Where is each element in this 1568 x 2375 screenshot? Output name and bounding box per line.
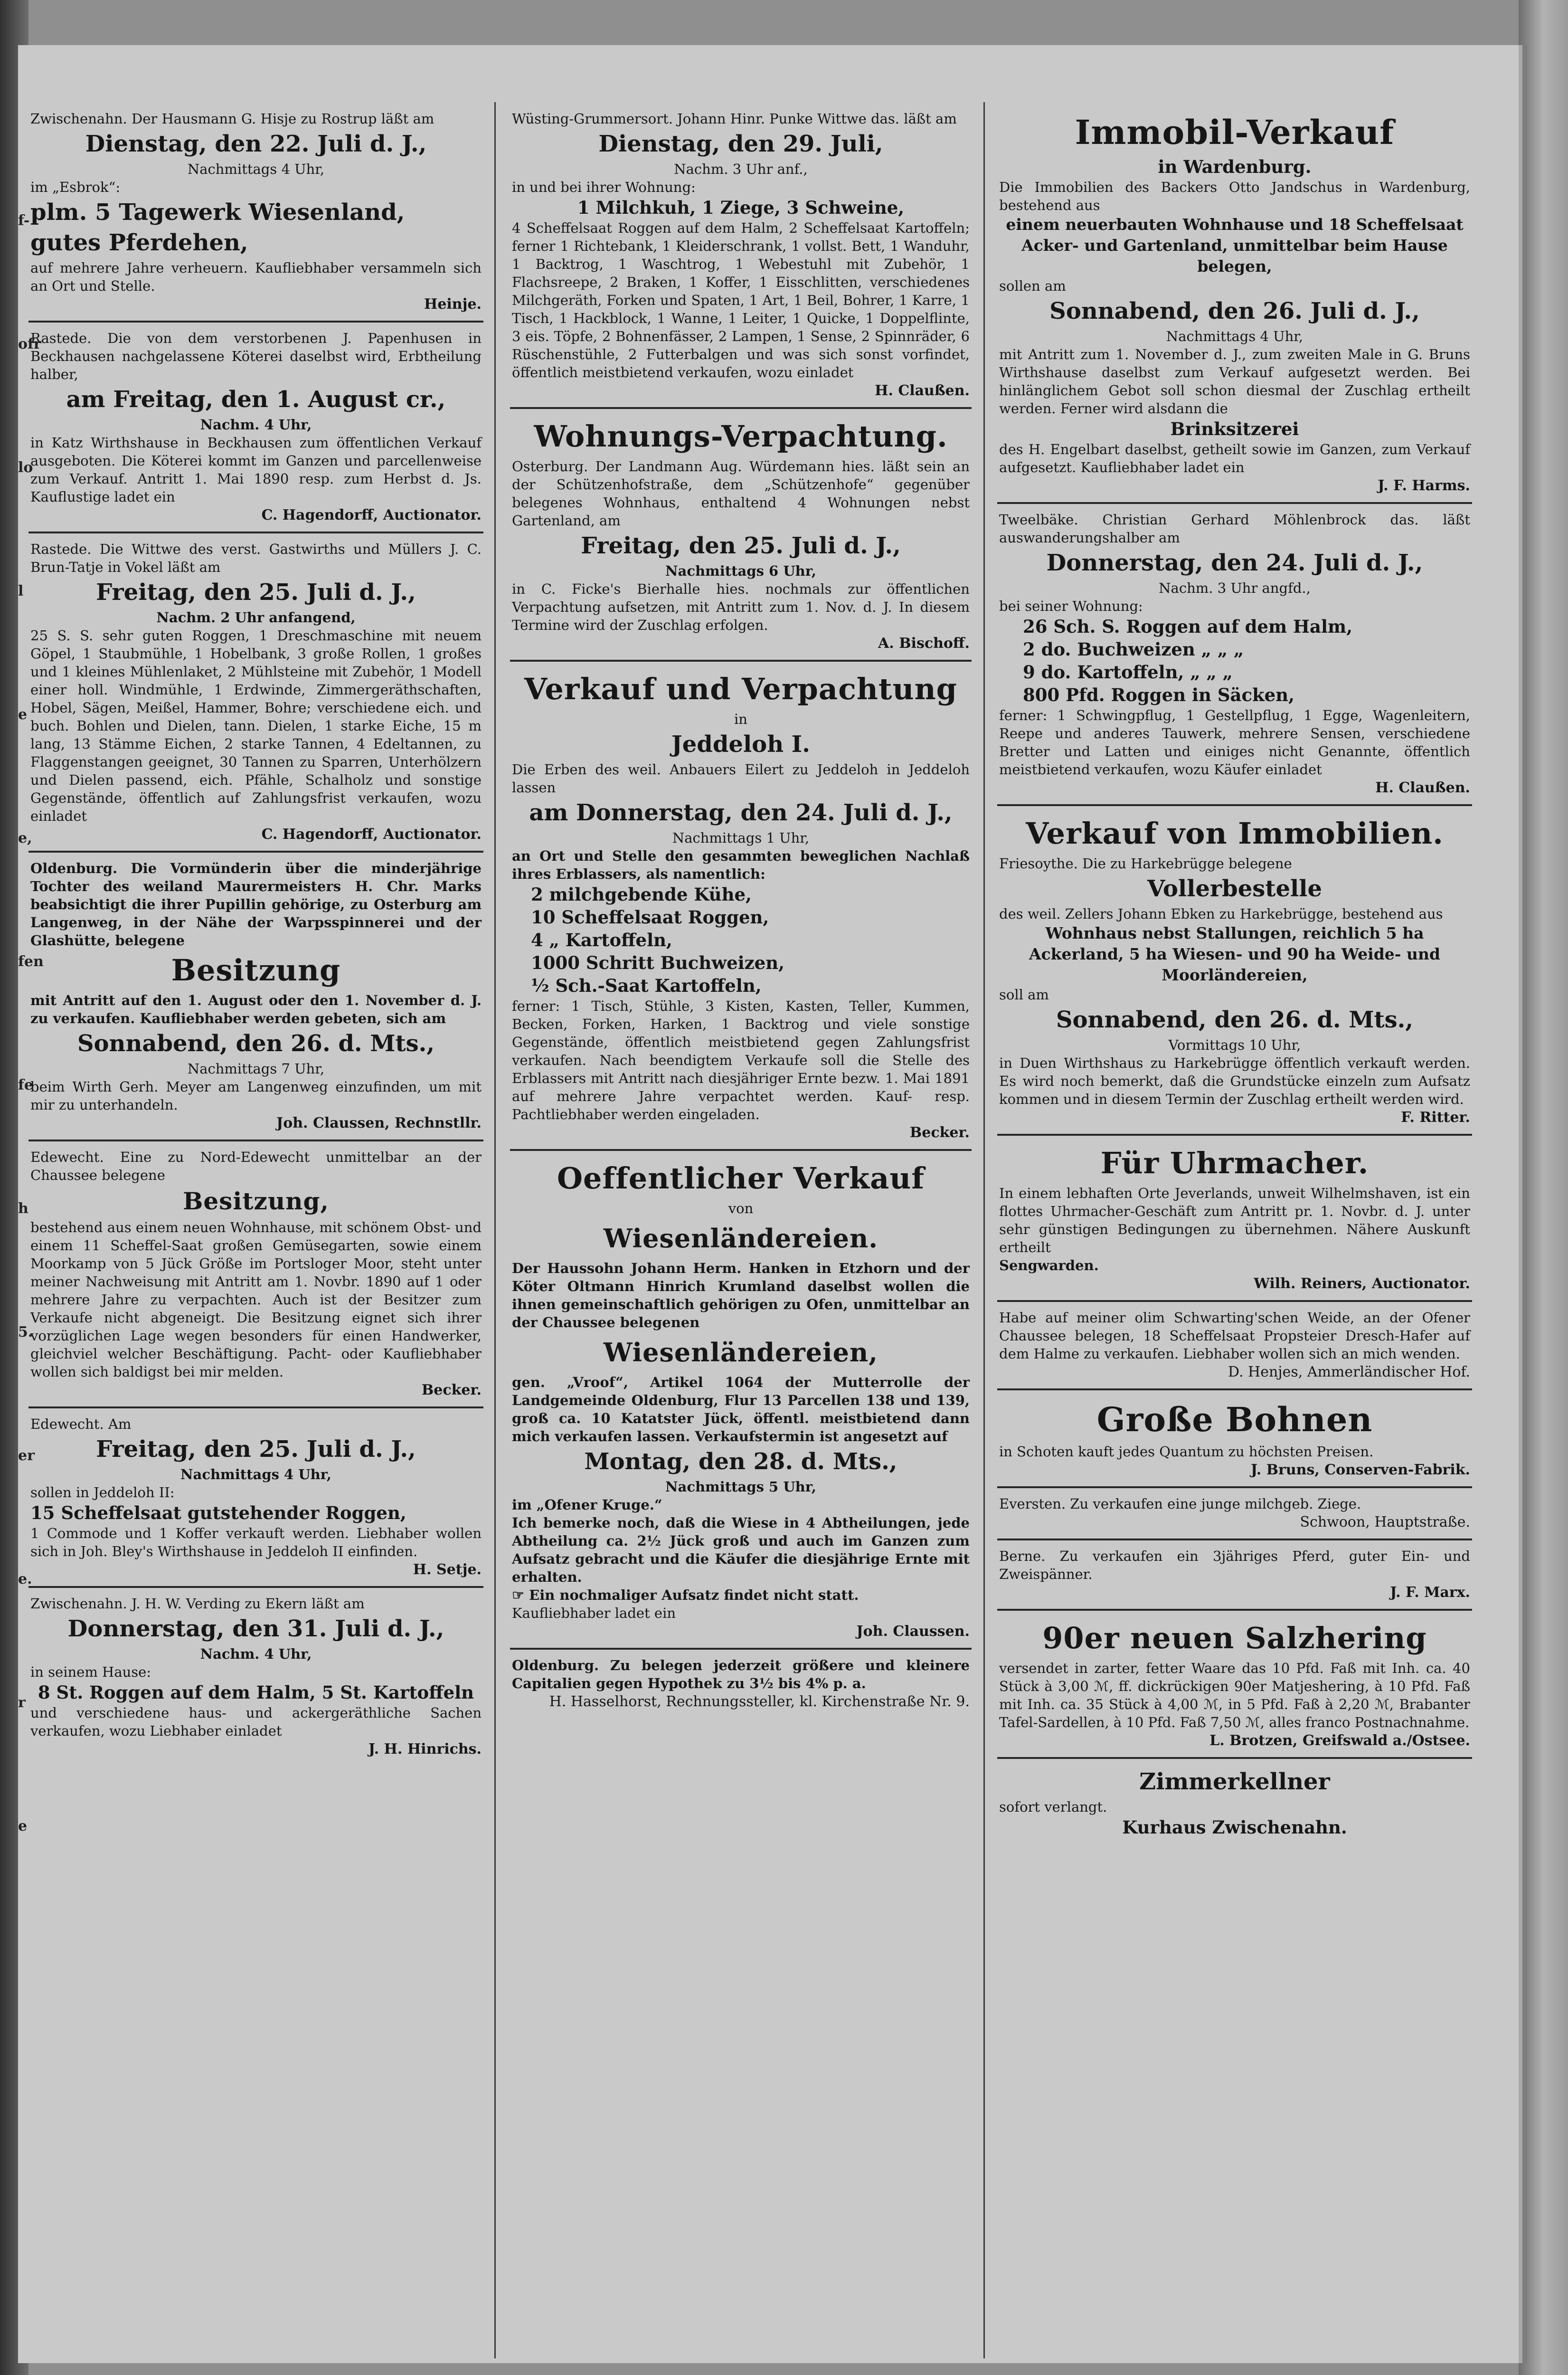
ad-time: Nachm. 3 Uhr angfd., — [1159, 580, 1311, 596]
ad-heading: Brinksitzerei — [1170, 418, 1299, 439]
ad-text: soll am — [999, 987, 1049, 1003]
ad-verding-roggen — [28, 1592, 483, 1766]
ad-grosse-bohnen — [997, 1394, 1472, 1488]
ad-date: Freitag, den 25. Juli d. J., — [581, 532, 901, 559]
ad-heading: Wiesenländereien. — [603, 1223, 878, 1254]
ad-item: 2 do. Buchweizen „ „ „ — [1023, 639, 1244, 660]
ad-text: Oldenburg. Zu belegen jederzeit größere und kleinere Capitalien gegen Hypothek zu 3½ bis 4% p. a. — [512, 1657, 970, 1691]
ad-date: Donnerstag, den 24. Juli d. J., — [1046, 550, 1423, 576]
ad-text: und verschiedene haus- und ackergeräthliche Sachen verkaufen, wozu Liebhaber einladet — [30, 1705, 482, 1739]
ad-place: im „Esbrok“: — [30, 179, 121, 195]
ad-date: am Freitag, den 1. August cr., — [66, 386, 446, 413]
ad-text: mit Antritt zum 1. November d. J., zum zweiten Male in G. Bruns Wirthshause daselbst zum Verkauf aufgesetzt werden. Bei hinlänglichem Gebot soll schon diesmal der Zuschlag ertheilt werden. Ferner wird alsdann die — [999, 346, 1470, 417]
ad-verkauf-immobilien — [997, 810, 1472, 1136]
ad-heading: Besitzung — [171, 953, 341, 988]
ad-text: Zwischenahn. J. H. W. Verding zu Ekern läßt am — [30, 1596, 365, 1612]
ad-verkauf-verpachtung-jeddeloh — [510, 665, 972, 1151]
column-rule-1 — [494, 102, 496, 2358]
ad-signature: Becker. — [909, 1124, 970, 1141]
ad-wohnungs-verpachtung — [510, 413, 972, 662]
ad-heading: 90er neuen Salzhering — [1042, 1621, 1427, 1655]
ad-date: Sonnabend, den 26. Juli d. J., — [1049, 298, 1420, 324]
ad-place: Sengwarden. — [999, 1257, 1099, 1273]
ad-signature: Kurhaus Zwischenahn. — [1122, 1817, 1347, 1838]
ad-item: 8 St. Roggen auf dem Halm, 5 St. Kartoffeln — [38, 1682, 474, 1703]
ad-heading: Für Uhrmacher. — [1100, 1146, 1369, 1180]
ad-date: Freitag, den 25. Juli d. J., — [96, 579, 416, 606]
ad-item: 4 „ Kartoffeln, — [531, 930, 672, 950]
ad-time: Nachm. 3 Uhr anf., — [674, 161, 808, 177]
ad-signature: C. Hagendorff, Auctionator. — [261, 507, 482, 523]
ad-signature: Wilh. Reiners, Auctionator. — [1254, 1275, 1470, 1292]
ad-signature: J. H. Hinrichs. — [368, 1741, 482, 1758]
ad-time: Nachmittags 1 Uhr, — [672, 830, 810, 846]
ad-text: Rastede. Die von dem verstorbenen J. Papenhusen in Beckhausen nachgelassene Köterei daselbst wird, Erbtheilung halber, — [30, 330, 482, 382]
ad-text: 4 Scheffelsaat Roggen auf dem Halm, 2 Scheffelsaat Kartoffeln; ferner 1 Richtebank, 1 Kleiderschrank, 1 vollst. Bett, 1 Wanduhr, 1 Backtrog, 1 Waschtrog, 1 Webestuhl mit Zubehör, 1 Flachsreepe, 2 Braken, 1 Koffer, 1 Eisschlitten, verschiedenes Milchgeräth, Forken und Spaten, 1 Art, 1 Beil, Bohrer, 1 Karre, 1 Tisch, 1 Hackblock, 1 Wanne, 1 Leiter, 1 Quicke, 1 Doppelflinte, 3 eis. Töpfe, 2 Bohnenfässer, 2 Lampen, 1 Sense, 2 Spinnräder, 6 Rüschenstühle, 2 Futterbalgen und was sich sonst vorfindet, öffentlich meistbietend verkaufen, wozu einladet — [512, 220, 970, 380]
ad-signature: Joh. Claussen. — [856, 1623, 970, 1640]
ad-text: 25 S. S. sehr guten Roggen, 1 Dreschmaschine mit neuem Göpel, 1 Staubmühle, 1 Hobelbank, 3 große Rollen, 1 großes und 1 kleines Mühlenlaket, 2 Mühlsteine mit Zubehör, 1 Modell einer holl. Windmühle, 1 Erdwinde, Zimmergeräthschaften, Hobel, Sägen, Meißel, Hammer, Bohre; verschiedene eich. und buch. Bohlen und Dielen, tann. Dielen, 1 starke Eiche, 15 m lang, 13 Stämme Eichen, 2 starke Tannen, 4 Edeltannen, zu Flaggenstangen geeignet, 30 Tannen zu Sparren, Unterhölzern und Dielen passend, eich. Pfähle, Schalholz und sonstige Gegenstände, öffentlich auf Zahlungsfrist verkaufen, wozu einladet — [30, 627, 482, 824]
ad-text: Tweelbäke. Christian Gerhard Möhlenbrock das. läßt auswanderungshalber am — [999, 512, 1470, 546]
ad-time: Vormittags 10 Uhr, — [1168, 1037, 1301, 1053]
ad-date: Sonnabend, den 26. d. Mts., — [77, 1030, 435, 1057]
ad-text: gen. „Vroof“, Artikel 1064 der Mutterrolle der Landgemeinde Oldenburg, Flur 13 Parcellen 138 und 139, groß ca. 10 Katatster Jück, öffentl. meistbietend dann mich verkaufen lassen. Verkaufstermin ist angesetzt auf — [512, 1374, 970, 1444]
ad-text: Rastede. Die Wittwe des verst. Gastwirths und Müllers J. C. Brun-Tatje in Vokel läßt am — [30, 541, 482, 575]
ad-text: des weil. Zellers Johann Ebken zu Harkebrügge, bestehend aus — [999, 906, 1443, 922]
ad-text: ferner: 1 Tisch, Stühle, 3 Kisten, Kasten, Teller, Kummen, Becken, Forken, Harken, 1 Backtrog und viele sonstige Gegenstände, öffentlich meistbietend gegen Zahlungsfrist verkaufen. Nach beendigtem Verkaufe soll die Stelle des Erblassers mit Antritt nach diesjähriger Ernte bezw. 1. Mai 1891 auf mehrere Jahre verpachtet werden. Kauf- resp. Pachtliebhaber werden eingeladen. — [512, 998, 970, 1122]
column-3 — [997, 107, 1472, 2358]
ad-text: Wohnhaus nebst Stallungen, reichlich 5 ha Ackerland, 5 ha Wiesen- und 90 ha Weide- und Moorländereien, — [1029, 924, 1441, 984]
ad-item: 10 Scheffelsaat Roggen, — [531, 907, 769, 928]
ad-text: Berne. Zu verkaufen ein 3jähriges Pferd, guter Ein- und Zweispänner. — [999, 1548, 1470, 1582]
ad-text: In einem lebhaften Orte Jeverlands, unweit Wilhelmshaven, ist ein flottes Uhrmacher-Geschäft zum Antritt pr. 1. Novbr. d. J. unter sehr günstigen Bedingungen zu übernehmen. Nähere Auskunft ertheilt — [999, 1185, 1470, 1255]
ad-signature: J. F. Marx. — [1390, 1584, 1470, 1601]
ad-text: versendet in zarter, fetter Waare das 10 Pfd. Faß mit Inh. ca. 40 Stück à 3,00 ℳ, ff. dickrückigen 90er Matjeshering, à 10 Pfd. Faß mit Inh. ca. 35 Stück à 4,00 ℳ, in 5 Pfd. Faß à 2,20 ℳ, Brabanter Tafel-Sardellen, à 10 Pfd. Faß 7,50 ℳ, alles franco Postnachnahme. — [999, 1660, 1470, 1730]
ad-text: in seinem Hause: — [30, 1664, 151, 1680]
ad-signature: D. Henjes, Ammerländischer Hof. — [1228, 1364, 1470, 1380]
ad-brun-tatje-auction — [28, 537, 483, 853]
ad-text: Ich bemerke noch, daß die Wiese in 4 Abtheilungen, jede Abtheilung ca. 2½ Jück groß und auch im Ganzen zum Aufsatz gebracht und die Käufer die diesjährige Ernte mit erhalten. — [512, 1515, 970, 1585]
ad-signature: Becker. — [421, 1382, 482, 1398]
ad-text: in Schoten kauft jedes Quantum zu höchsten Preisen. — [999, 1444, 1374, 1460]
ad-papenhusen-koeterei — [28, 326, 483, 533]
ad-text: bestehend aus einem neuen Wohnhause, mit schönem Obst- und einem 11 Scheffel-Saat großen Gemüsegarten, sowie einem Moorkamp von 5 Jück Größe im Portsloger Moor, steht unter meiner Nachweisung mit Antritt am 1. Novbr. 1890 auf 1 oder mehrere Jahre zu verpachten. Auch ist der Besitzer zum Verkaufe nicht abgeneigt. Die Besitzung eignet sich ihrer vorzüglichen Lage wegen besonders für einen Handwerker, gleichviel welcher Beschäftigung. Pacht- oder Kaufliebhaber wollen sich baldigst bei mir melden. — [30, 1219, 482, 1380]
ad-time: Nachmittags 6 Uhr, — [665, 563, 816, 579]
ad-signature: Heinje. — [424, 296, 482, 313]
ad-berne-pferd — [997, 1544, 1472, 1611]
column-rule-2 — [983, 102, 985, 2358]
ad-text: Edewecht. Eine zu Nord-Edewecht unmittelbar an der Chaussee belegene — [30, 1149, 482, 1183]
ad-item: 800 Pfd. Roggen in Säcken, — [1023, 684, 1295, 705]
ad-text: in Katz Wirthshause in Beckhausen zum öffentlichen Verkauf ausgeboten. Die Köterei kommt im Ganzen und parcellenweise zum Verkauf. Antritt 1. Mai 1890 resp. zum Herbst d. Js. Kauflustige ladet ein — [30, 435, 482, 505]
ad-time: Nachmittags 4 Uhr, — [187, 161, 325, 177]
ad-date: Freitag, den 25. Juli d. J., — [96, 1436, 416, 1463]
ad-date: Dienstag, den 29. Juli, — [598, 131, 883, 157]
ad-intro: Zwischenahn. Der Hausmann G. Hisje zu Rostrup läßt am — [30, 111, 435, 127]
ad-text: Friesoythe. Die zu Harkebrügge belegene — [999, 855, 1292, 872]
ad-text: in und bei ihrer Wohnung: — [512, 179, 696, 195]
ad-time: Nachmittags 4 Uhr, — [180, 1466, 331, 1482]
ad-item: 26 Sch. S. Roggen auf dem Halm, — [1023, 616, 1353, 637]
ad-item: 1000 Schritt Buchweizen, — [531, 952, 785, 973]
ad-item: ½ Sch.-Saat Kartoffeln, — [531, 975, 762, 996]
column-2 — [510, 107, 972, 2358]
ad-place: in Wardenburg. — [1158, 156, 1312, 177]
ad-date: am Donnerstag, den 24. Juli d. J., — [529, 799, 953, 826]
ad-time: Nachmittags 7 Uhr, — [187, 1061, 325, 1077]
ad-item: plm. 5 Tagewerk Wiesenland, gutes Pferdehen, — [30, 199, 405, 256]
ad-edewecht-besitzung — [28, 1145, 483, 1408]
ad-heading: Zimmerkellner — [1139, 1768, 1330, 1795]
ad-heading: Große Bohnen — [1096, 1400, 1373, 1439]
ad-heading: Immobil-Verkauf — [1075, 113, 1395, 152]
left-margin-fragments: f- ofr lo l e e, fen fe h 5. er e. r e — [18, 212, 44, 1834]
ad-place: Jeddeloh I. — [671, 731, 810, 758]
ad-text: einem neuerbauten Wohnhause und 18 Scheffelsaat Acker- und Gartenland, unmittelbar beim Hause belegen, — [1006, 215, 1464, 276]
ad-item: 1 Milchkuh, 1 Ziege, 3 Schweine, — [577, 197, 905, 218]
ad-hasselhorst-capitalien — [510, 1653, 972, 1718]
ad-salzhering — [997, 1615, 1472, 1759]
ad-signature: C. Hagendorff, Auctionator. — [261, 826, 482, 843]
ad-text: an Ort und Stelle den gesammten beweglichen Nachlaß ihres Erblassers, als namentlich: — [512, 848, 970, 882]
ad-text: Habe auf meiner olim Schwarting'schen Weide, an der Ofener Chaussee belegen, 18 Scheffelsaat Propsteier Dresch-Hafer auf dem Halme zu verkaufen. Liebhaber wollen sich an mich wenden. — [999, 1310, 1470, 1362]
column-1 — [28, 107, 483, 2358]
ad-signature: H. Hasselhorst, Rechnungssteller, kl. Kirchenstraße Nr. 9. — [549, 1693, 970, 1710]
ad-eversten-ziege — [997, 1492, 1472, 1540]
ad-time: Nachmittags 4 Uhr, — [1166, 328, 1304, 344]
ad-note: ☞ Ein nochmaliger Aufsatz findet nicht statt. — [512, 1587, 859, 1603]
ad-date: Sonnabend, den 26. d. Mts., — [1056, 1007, 1414, 1033]
ad-date: Dienstag, den 22. Juli d. J., — [85, 131, 427, 157]
ad-heading: Verkauf und Verpachtung — [524, 672, 958, 706]
ad-heading: Wohnungs-Verpachtung. — [534, 419, 948, 454]
ad-heading: Oeffentlicher Verkauf — [557, 1161, 925, 1196]
ad-text: Die Erben des weil. Anbauers Eilert zu Jeddeloh in Jeddeloh lassen — [512, 761, 970, 796]
ad-signature: H. Claußen. — [1375, 779, 1470, 796]
ad-text: sollen am — [999, 278, 1066, 294]
ad-signature: H. Setje. — [413, 1561, 482, 1578]
ad-date: Donnerstag, den 31. Juli d. J., — [67, 1615, 444, 1642]
ad-signature: H. Claußen. — [875, 382, 970, 399]
ad-moehlenbrock-auction — [997, 508, 1472, 806]
ad-text: beim Wirth Gerh. Meyer am Langenweg einzufinden, um mit mir zu unterhandeln. — [30, 1079, 482, 1113]
ad-time: Nachm. 2 Uhr anfangend, — [156, 609, 356, 626]
ad-text: sofort verlangt. — [999, 1799, 1107, 1815]
ad-intro: Edewecht. Am — [30, 1416, 132, 1432]
ad-fuer-uhrmacher — [997, 1140, 1472, 1302]
ad-immobil-verkauf — [997, 107, 1472, 504]
ad-text: des H. Engelbart daselbst, getheilt sowie im Ganzen, zum Verkauf aufgesetzt. Kaufliebhaber ladet ein — [999, 441, 1470, 475]
ad-punke-auction — [510, 107, 972, 409]
ad-time: Nachmittags 5 Uhr, — [665, 1479, 816, 1495]
ad-date: Montag, den 28. d. Mts., — [584, 1448, 897, 1475]
ad-hisje-wiesenland — [28, 107, 483, 323]
ad-signature: L. Brotzen, Greifswald a./Ostsee. — [1209, 1732, 1470, 1749]
ad-text: bei seiner Wohnung: — [999, 598, 1143, 614]
ad-heading: Wiesenländereien, — [603, 1337, 878, 1368]
ad-text: Wüsting-Grummersort. Johann Hinr. Punke Wittwe das. läßt am — [512, 111, 957, 127]
ad-signature: J. Bruns, Conserven-Fabrik. — [1250, 1462, 1470, 1478]
ad-signature: J. F. Harms. — [1378, 477, 1470, 494]
ad-item: 15 Scheffelsaat gutstehender Roggen, — [30, 1502, 406, 1523]
ad-text: Die Immobilien des Backers Otto Jandschus in Wardenburg, bestehend aus — [999, 179, 1470, 213]
ad-text: Der Haussohn Johann Herm. Hanken in Etzhorn und der Köter Oltmann Hinrich Krumland daselbst wollen die ihnen gemeinschaftlich gehörigen zu Ofen, unmittelbar an der Chaussee belegenen — [512, 1260, 970, 1330]
ad-connector: in — [734, 711, 747, 727]
ad-heading: Verkauf von Immobilien. — [1026, 816, 1444, 851]
newspaper-page — [18, 45, 1519, 2363]
ad-signature: Joh. Claussen, Rechnstllr. — [276, 1115, 482, 1131]
ad-text: mit Antritt auf den 1. August oder den 1. November d. J. zu verkaufen. Kaufliebhaber werden gebeten, sich am — [30, 992, 482, 1026]
ad-text: auf mehrere Jahre verheuern. Kaufliebhaber versammeln sich an Ort und Stelle. — [30, 260, 482, 294]
ad-marks-besitzung — [28, 856, 483, 1141]
ad-time: Nachm. 4 Uhr, — [200, 1646, 312, 1662]
ad-setje-roggen — [28, 1412, 483, 1588]
ad-text: 1 Commode und 1 Koffer verkauft werden. Liebhaber wollen sich in Joh. Bley's Wirthshause in Jeddeloh II einfinden. — [30, 1525, 482, 1559]
ad-zimmerkellner — [997, 1763, 1472, 1845]
ad-time: Nachm. 4 Uhr, — [200, 417, 312, 433]
ad-heading: Besitzung, — [183, 1187, 329, 1215]
ad-text: Kaufliebhaber ladet ein — [512, 1605, 676, 1621]
ad-signature: A. Bischoff. — [878, 635, 970, 652]
ad-item: 9 do. Kartoffeln, „ „ „ — [1023, 662, 1233, 683]
ad-text: Eversten. Zu verkaufen eine junge milchgeb. Ziege. — [999, 1496, 1361, 1512]
ad-signature: Schwoon, Hauptstraße. — [1300, 1514, 1470, 1530]
ad-connector: von — [728, 1200, 754, 1216]
ad-text: Oldenburg. Die Vormünderin über die minderjährige Tochter des weiland Maurermeisters H. Chr. Marks beabsichtigt die ihrer Pupillin gehörige, zu Osterburg am Langenweg, in der Nähe der Warpsspinnerei und der Glashütte, belegene — [30, 860, 482, 949]
ad-oeffentlicher-verkauf — [510, 1155, 972, 1650]
ad-text: sollen in Jeddeloh II: — [30, 1484, 175, 1501]
ad-heading: Vollerbestelle — [1147, 875, 1322, 902]
right-page-edge — [1519, 0, 1568, 2375]
ad-henjes-hafer — [997, 1306, 1472, 1390]
ad-text: in Duen Wirthshaus zu Harkebrügge öffentlich verkauft werden. Es wird noch bemerkt, daß die Grundstücke einzeln zum Aufsatz kommen und in diesem Termin der Zuschlag ertheilt werden wird. — [999, 1055, 1470, 1107]
ad-text: ferner: 1 Schwingpflug, 1 Gestellpflug, 1 Egge, Wagenleitern, Reepe und anderes Tauwerk, mehrere Sensen, verschiedene Bretter und Latten und einiges nicht Genannte, öffentlich meistbietend verkaufen, wozu Käufer einladet — [999, 707, 1470, 778]
ad-text: in C. Ficke's Bierhalle hies. nochmals zur öffentlichen Verpachtung aufsetzen, mit Antritt zum 1. Nov. d. J. In diesem Termine wird der Zuschlag erfolgen. — [512, 581, 970, 633]
ad-text: Osterburg. Der Landmann Aug. Würdemann hies. läßt sein an der Schützenhofstraße, dem „Schützenhofe“ gegenüber belegenes Wohnhaus, enthaltend 4 Wohnungen nebst Gartenland, am — [512, 458, 970, 529]
ad-item: 2 milchgebende Kühe, — [531, 884, 752, 905]
ad-place: im „Ofener Kruge.“ — [512, 1497, 662, 1513]
ad-signature: F. Ritter. — [1401, 1109, 1470, 1126]
